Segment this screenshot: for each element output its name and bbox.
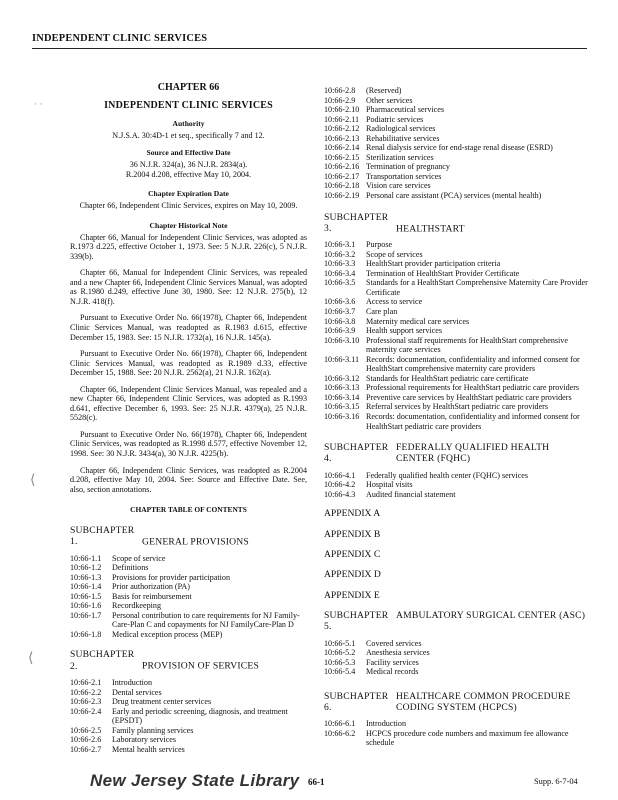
source-line: R.2004 d.208, effective May 10, 2004. [125,169,252,179]
section-number: 10:66-2.18 [324,181,360,191]
toc-entry[interactable] [324,317,589,327]
history-paragraph: Chapter 66, Manual for Independent Clinic Services, was repealed and a new Chapter 66, Independent Clinic Services Manual, was adopted as R.1980 d.249, effective June 30, 1980. See: 12 N.J.R. 275(b), 12 N.J.R. 418(f). [70,268,307,306]
section-title: Hospital visits [366,480,413,490]
section-number: 10:66-2.1 [70,678,102,688]
toc-entry[interactable] [324,191,589,201]
history-paragraph: Pursuant to Executive Order No. 66(1978), Chapter 66, Independent Clinic Services, was readopted as R.1998 d.577, effective November 12, 1998. See: 30 N.J.R. 3434(a), 30 N.J.R. 4225(b). [70,429,307,458]
appendix-list [324,508,589,601]
right-column [324,86,589,748]
section-title: Recordkeeping [112,601,161,611]
margin-mark: ⟨ [28,650,34,666]
section-number: 10:66-4.3 [324,489,356,499]
section-title: Audited financial statement [366,489,456,499]
toc-entry[interactable] [324,490,589,500]
section-number: 10:66-3.13 [324,383,360,393]
supplement-date: Supp. 6-7-04 [534,777,578,786]
toc-entry[interactable] [324,729,589,748]
subchapter-number: SUBCHAPTER 5. [324,609,389,633]
history-paragraph: Chapter 66, Manual for Independent Clinic Services, was adopted as R.1973 d.225, effective October 1, 1973. See: 5 N.J.R. 226(c), 5 N.J.R. 339(b). [70,232,307,261]
section-number: 10:66-3.6 [324,297,356,307]
toc-entry[interactable] [324,143,589,153]
section-number: 10:66-2.8 [324,86,356,95]
running-header: INDEPENDENT CLINIC SERVICES [32,33,208,44]
history-paragraph: Chapter 66, Independent Clinic Services Manual, was repealed and a new Chapter 66, Independent Clinic Services, was adopted as R.1993 d.641, effective December 6, 1993. See: 25 N.J.R. 4379(a), 25 N.J.R. 5528(c). [70,384,307,423]
section-number: 10:66-1.2 [70,563,102,573]
section-title: Personal contribution to care requirements for NJ Family-Care-Plan C and copayments for NJ FamilyCare-Plan D [112,610,300,630]
section-title: Early and periodic screening, diagnosis, and treatment (EPSDT) [112,706,288,726]
margin-mark: ⟨ [30,472,36,488]
section-number: 10:66-2.5 [70,725,102,735]
chapter-number: CHAPTER 66 [157,82,220,93]
toc-entry[interactable] [70,735,307,745]
section-title: Definitions [112,563,149,573]
section-title: HCPCS procedure code numbers and maximum fee allowance schedule [366,728,569,748]
toc-entry[interactable] [324,383,589,393]
section-title: Basis for reimbursement [112,591,192,601]
toc-entry[interactable] [324,667,589,677]
toc-entry[interactable] [324,480,589,490]
section-number: 10:66-2.7 [70,744,102,754]
subchapter-heading [324,442,589,465]
section-title: Facility services [366,657,419,667]
expiration-text: Chapter 66, Independent Clinic Services, expires on May 10, 2009. [79,201,298,211]
section-title: Purpose [366,240,393,250]
section-title: Termination of pregnancy [366,162,450,172]
toc-entry[interactable] [324,181,589,191]
section-title: Radiological services [366,124,436,134]
toc-entry[interactable] [70,611,307,630]
section-number: 10:66-2.19 [324,191,360,201]
authority-text: N.J.S.A. 30:4D-1 et seq., specifically 7 and 12. [112,130,265,140]
toc-entry[interactable] [324,278,589,297]
section-number: 10:66-3.10 [324,335,360,345]
subchapter-heading [70,649,307,672]
toc-entry[interactable] [324,115,589,125]
toc-entry[interactable] [70,554,307,564]
section-number: 10:66-1.3 [70,572,102,582]
toc-entry[interactable] [324,412,589,431]
subchapter-number: SUBCHAPTER 4. [324,442,389,465]
appendix-entry[interactable]: APPENDIX A [324,508,381,520]
section-title: Maternity medical care services [366,316,470,326]
subchapter-number: SUBCHAPTER 1. [70,524,135,548]
section-title: Health support services [366,326,442,336]
subchapter-heading [324,212,589,235]
section-number: 10:66-1.1 [70,553,102,563]
section-number: 10:66-3.1 [324,240,356,250]
toc-entry[interactable] [324,393,589,403]
section-title: Records: documentation, confidentiality and informed consent for HealthStart pediatric care providers [366,412,580,431]
section-number: 10:66-2.3 [70,697,102,707]
toc-entry[interactable] [324,162,589,172]
toc-list [324,240,589,431]
section-title: Covered services [366,638,422,648]
toc-entry[interactable] [324,105,589,115]
toc-entry[interactable] [324,269,589,279]
section-number: 10:66-3.15 [324,402,360,412]
subchapter-title: FEDERALLY QUALIFIED HEALTH CENTER (FQHC) [396,442,550,465]
section-title: Medical exception process (MEP) [112,629,223,639]
toc-entry[interactable] [324,336,589,355]
toc-entry[interactable] [324,639,589,649]
toc-entry[interactable] [324,86,589,96]
toc-entry[interactable] [324,719,589,729]
left-column [70,82,307,754]
toc-entry[interactable] [70,678,307,688]
toc-entry[interactable] [70,582,307,592]
section-number: 10:66-3.12 [324,373,360,383]
toc-list [324,86,589,201]
subchapter-title: HEALTHSTART [396,222,465,234]
toc-entry[interactable] [324,307,589,317]
section-number: 10:66-2.6 [70,735,102,745]
appendix-entry[interactable]: APPENDIX B [324,528,381,540]
history-paragraph: Pursuant to Executive Order No. 66(1978), Chapter 66, Independent Clinic Services Manual, was readopted as R.1989 d.33, effective December 15, 1988. See: 20 N.J.R. 2562(a), 21 N.J.R. 162(a). [70,349,307,378]
subchapter-heading [324,610,589,633]
section-title: Professional staff requirements for HealthStart comprehensive maternity care services [366,335,568,355]
section-title: Prior authorization (PA) [112,582,190,592]
section-title: Referral services by HealthStart pediatric care providers [366,402,549,412]
section-title: Podiatric services [366,114,424,124]
subchapter-title: GENERAL PROVISIONS [142,536,249,548]
section-number: 10:66-3.14 [324,392,360,402]
section-title: Sterilization services [366,152,434,162]
section-number: 10:66-2.2 [70,687,102,697]
section-number: 10:66-1.8 [70,629,102,639]
toc-heading: CHAPTER TABLE OF CONTENTS [130,505,247,515]
section-title: Preventive care services by HealthStart pediatric care providers [366,392,572,402]
section-title: Records: documentation, confidentiality and informed consent for HealthStart comprehensive maternity care providers [366,354,580,374]
section-title: Transportation services [366,171,442,181]
history-notes [70,233,307,495]
section-title: Anesthesia services [366,648,430,658]
toc-entry[interactable] [324,658,589,668]
expiration-heading: Chapter Expiration Date [148,189,229,199]
section-title: Federally qualified health center (FQHC) services [366,470,529,480]
toc-entry[interactable] [324,240,589,250]
section-number: 10:66-2.9 [324,95,356,105]
section-title: Laboratory services [112,735,177,745]
library-stamp: New Jersey State Library [90,771,300,790]
appendix-entry[interactable]: APPENDIX D [324,569,381,581]
section-title: Introduction [112,678,153,688]
section-number: 10:66-3.16 [324,412,360,422]
appendix-entry[interactable]: APPENDIX E [324,589,380,601]
section-number: 10:66-5.3 [324,657,356,667]
section-number: 10:66-2.10 [324,105,360,115]
section-title: Family planning services [112,725,194,735]
section-number: 10:66-2.16 [324,162,360,172]
section-number: 10:66-4.1 [324,470,356,480]
section-title: Access to service [366,297,423,307]
toc-entry[interactable] [70,630,307,640]
toc-entry[interactable] [324,124,589,134]
section-number: 10:66-1.4 [70,582,102,592]
section-title: Renal dialysis service for end-stage renal disease (ESRD) [366,143,553,153]
section-title: Medical records [366,667,419,677]
section-number: 10:66-6.2 [324,728,356,738]
section-number: 10:66-4.2 [324,480,356,490]
section-number: 10:66-5.1 [324,638,356,648]
section-number: 10:66-2.4 [70,706,102,716]
subchapter-number: SUBCHAPTER 3. [324,211,389,234]
toc-entry[interactable] [324,153,589,163]
toc-entry[interactable] [70,601,307,611]
toc-entry[interactable] [70,745,307,755]
appendix-entry[interactable]: APPENDIX C [324,549,381,561]
toc-entry[interactable] [324,134,589,144]
toc-entry[interactable] [70,697,307,707]
toc-entry[interactable] [70,573,307,583]
section-number: 10:66-3.3 [324,259,356,269]
section-number: 10:66-3.2 [324,249,356,259]
section-title: Introduction [366,719,407,729]
toc-entry[interactable] [324,259,589,269]
toc-entry[interactable] [324,374,589,384]
section-number: 10:66-1.6 [70,601,102,611]
subchapter-number: SUBCHAPTER 6. [324,690,389,714]
section-title: Provisions for provider participation [112,572,231,582]
section-number: 10:66-5.2 [324,648,356,658]
subchapter-number: SUBCHAPTER 2. [70,649,135,672]
toc-entry[interactable] [324,250,589,260]
toc-entry[interactable] [324,326,589,336]
toc-entry[interactable] [70,726,307,736]
section-number: 10:66-3.8 [324,316,356,326]
section-number: 10:66-2.15 [324,152,360,162]
toc-entry[interactable] [324,355,589,374]
toc-entry[interactable] [324,172,589,182]
subchapter-heading [70,525,307,548]
section-number: 10:66-1.7 [70,610,102,620]
section-title: Mental health services [112,744,185,754]
source-heading: Source and Effective Date [146,148,231,158]
toc-entry[interactable] [70,563,307,573]
toc-entry[interactable] [70,592,307,602]
scan-mark: · · [34,100,43,110]
subchapter-title: PROVISION OF SERVICES [142,660,259,672]
section-title: Rehabilitative services [366,133,440,143]
section-number: 10:66-2.17 [324,171,360,181]
section-title: Professional requirements for HealthStart pediatric care providers [366,383,580,393]
toc-entry[interactable] [324,96,589,106]
section-title: Pharmaceutical services [366,105,444,115]
section-number: 10:66-3.9 [324,326,356,336]
section-number: 10:66-2.14 [324,143,360,153]
toc-entry[interactable] [324,648,589,658]
toc-list [70,678,307,754]
section-number: 10:66-3.5 [324,278,356,288]
toc-entry[interactable] [70,707,307,726]
section-title: Care plan [366,307,398,317]
subchapter-title: HEALTHCARE COMMON PROCEDURE CODING SYSTEM (HCPCS) [396,690,571,714]
section-title: Scope of service [112,553,166,563]
section-number: 10:66-2.13 [324,133,360,143]
history-heading: Chapter Historical Note [149,220,228,230]
section-title: Termination of HealthStart Provider Certificate [366,268,520,278]
section-title: (Reserved) [366,86,402,95]
section-number: 10:66-5.4 [324,667,356,677]
page-number: 66-1 [308,777,325,787]
section-title: Other services [366,95,413,105]
toc-entry[interactable] [324,471,589,481]
section-title: HealthStart provider participation criteria [366,259,501,269]
subchapter-title: AMBULATORY SURGICAL CENTER (ASC) [396,609,586,621]
history-paragraph: Pursuant to Executive Order No. 66(1978), Chapter 66, Independent Clinic Services Manual, was readopted as R.1983 d.615, effective December 15, 1983. See: 15 N.J.R. 1732(a), 16 N.J.R. 145(a). [70,313,307,342]
source-line: 36 N.J.R. 324(a), 36 N.J.R. 2834(a). [129,160,248,170]
header-rule [32,48,587,49]
toc-list [70,554,307,640]
section-title: Scope of services [366,249,423,259]
section-number: 10:66-2.12 [324,124,360,134]
authority-heading: Authority [172,118,205,128]
subchapter-heading [324,691,589,714]
section-number: 10:66-6.1 [324,719,356,729]
toc-list [324,471,589,500]
section-number: 10:66-2.11 [324,114,359,124]
chapter-title: INDEPENDENT CLINIC SERVICES [104,99,273,111]
section-number: 10:66-3.7 [324,307,356,317]
history-paragraph: Chapter 66, Independent Clinic Services, was readopted as R.2004 d.208, effective May 10, 2004. See: Source and Effective Date. See, also, section annotations. [70,465,307,494]
section-number: 10:66-3.4 [324,268,356,278]
toc-list [324,719,589,748]
section-number: 10:66-1.5 [70,591,102,601]
section-title: Drug treatment center services [112,697,212,707]
section-number: 10:66-3.11 [324,354,359,364]
toc-entry[interactable] [324,297,589,307]
section-title: Standards for HealthStart pediatric care certificate [366,373,529,383]
toc-entry[interactable] [324,402,589,412]
section-title: Personal care assistant (PCA) services (mental health) [366,191,542,201]
section-title: Dental services [112,687,162,697]
section-title: Standards for a HealthStart Comprehensive Maternity Care Provider Certificate [366,278,588,297]
section-title: Vision care services [366,181,431,191]
toc-list [324,639,589,677]
toc-entry[interactable] [70,688,307,698]
